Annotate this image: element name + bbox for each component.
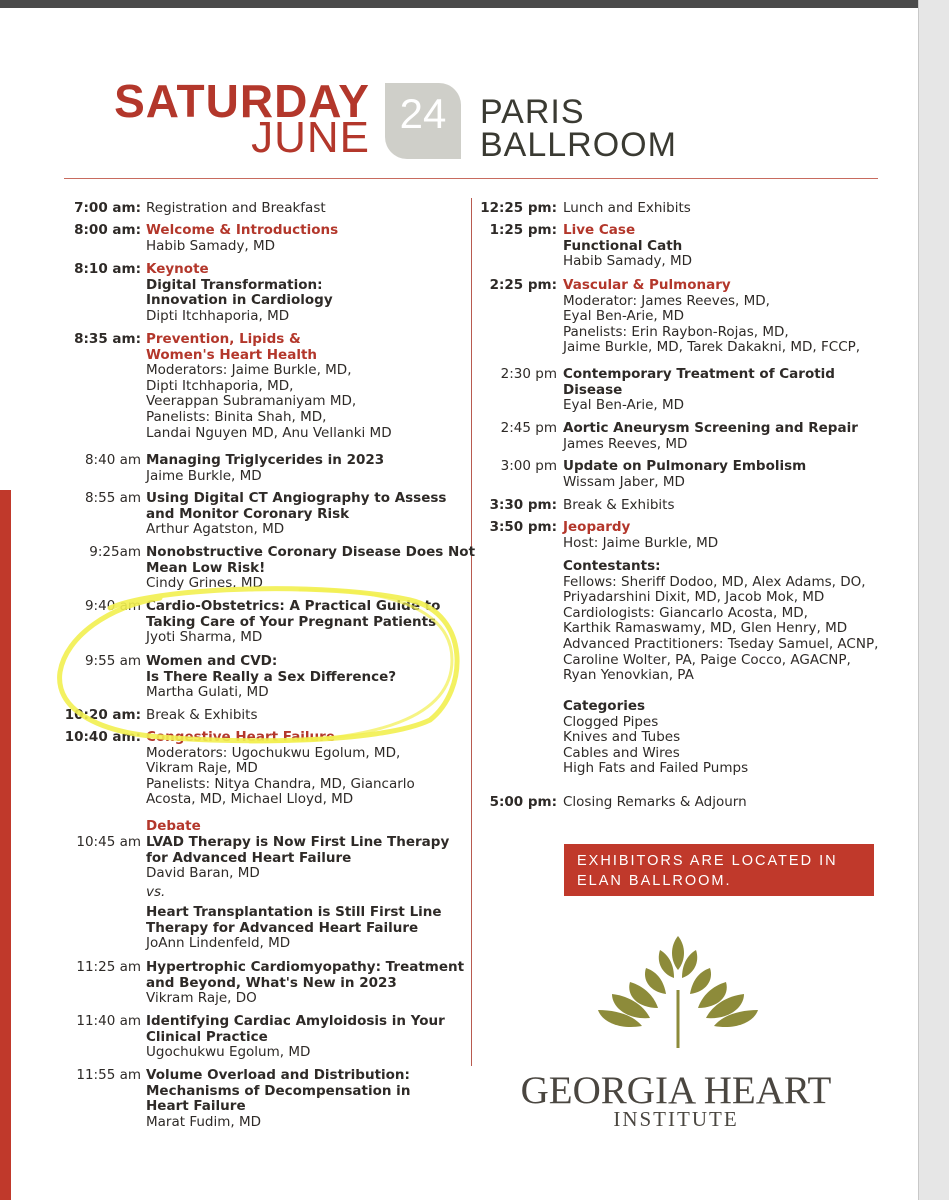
session-speakers: Acosta, MD, Michael Lloyd, MD [146, 791, 354, 808]
session-speakers: Arthur Agatston, MD [146, 521, 285, 538]
session-details [146, 262, 333, 324]
session-speakers: Habib Samady, MD [146, 237, 276, 254]
session-speakers: High Fats and Failed Pumps [563, 760, 749, 777]
session-speakers: Ugochukwu Egolum, MD [146, 1044, 311, 1061]
session-speakers: Caroline Wolter, PA, Paige Cocco, AGACNP, [563, 651, 851, 668]
session-title: Hypertrophic Cardiomyopathy: Treatment [146, 959, 465, 975]
session-details [146, 730, 415, 808]
session-title: Contestants: [563, 558, 661, 574]
session-time: 10:20 am: [64, 707, 141, 723]
session-title: Disease [563, 381, 623, 398]
session-time: 2:25 pm: [489, 277, 557, 293]
session-time: 10:40 am: [64, 729, 141, 745]
session-details [563, 520, 718, 551]
session-title: Mechanisms of Decompensation in [146, 1082, 411, 1099]
session-time: 8:40 am [84, 452, 141, 468]
session-speakers: Jaime Burkle, MD [146, 467, 262, 484]
header-day: SATURDAY [114, 75, 370, 127]
session-title: Cardio-Obstetrics: A Practical Guide to [146, 598, 441, 614]
session-details [563, 699, 748, 777]
session-time: 11:55 am [76, 1067, 141, 1083]
session-details [146, 1014, 445, 1061]
venue-line-2: BALLROOM [480, 126, 677, 164]
session-speakers: Advanced Practitioners: Tseday Samuel, ACNP, [563, 635, 879, 652]
exhibitors-line-2: ELAN BALLROOM. [577, 873, 732, 889]
session-time: 1:25 pm: [489, 222, 557, 238]
session-details [146, 708, 258, 724]
session-heading: Vascular & Pulmonary [563, 277, 731, 293]
session-speakers: Eyal Ben-Arie, MD [563, 397, 684, 414]
session-speakers: Host: Jaime Burkle, MD [563, 534, 719, 551]
session-title: Clinical Practice [146, 1028, 268, 1045]
exhibitors-line-1: EXHIBITORS ARE LOCATED IN [577, 853, 838, 869]
session-speakers: Veerappan Subramaniyam MD, [146, 393, 357, 410]
session-details [563, 421, 858, 452]
session-details [146, 654, 396, 701]
session-title: Therapy for Advanced Heart Failure [146, 919, 419, 936]
session-speakers: JoAnn Lindenfeld, MD [146, 935, 291, 952]
session-details [563, 278, 860, 356]
session-speakers: Martha Gulati, MD [146, 684, 269, 701]
session-title: Taking Care of Your Pregnant Patients [146, 613, 437, 630]
header-divider [64, 178, 878, 179]
session-time: 8:00 am: [74, 222, 141, 238]
session-time: 5:00 pm: [489, 794, 557, 810]
session-speakers: David Baran, MD [146, 865, 260, 882]
session-time: 2:30 pm [500, 366, 557, 382]
session-title: Update on Pulmonary Embolism [563, 458, 807, 474]
column-divider [471, 198, 472, 1066]
session-speakers: Registration and Breakfast [146, 200, 326, 216]
session-details [146, 960, 464, 1007]
session-heading: Live Case [563, 222, 636, 238]
session-heading: Debate [146, 818, 201, 834]
leaf-logo-icon [598, 930, 758, 1052]
session-speakers: Jaime Burkle, MD, Tarek Dakakni, MD, FCCP, [563, 339, 861, 356]
session-title: Identifying Cardiac Amyloidosis in Your [146, 1013, 445, 1029]
session-details [563, 459, 806, 490]
session-details [146, 835, 449, 882]
session-details [146, 905, 442, 952]
session-time: 11:40 am [76, 1013, 141, 1029]
debate-versus: vs. [146, 884, 166, 900]
session-title: Is There Really a Sex Difference? [146, 668, 397, 685]
exhibitors-notice [564, 844, 874, 896]
session-title: Aortic Aneurysm Screening and Repair [563, 420, 858, 436]
session-title: Managing Triglycerides in 2023 [146, 452, 385, 468]
session-speakers: Knives and Tubes [563, 729, 681, 746]
session-speakers: Cardiologists: Giancarlo Acosta, MD, [563, 604, 808, 621]
session-title: Women and CVD: [146, 653, 278, 669]
session-speakers: Vikram Raje, DO [146, 990, 257, 1007]
session-speakers: Break & Exhibits [146, 707, 258, 723]
session-details [146, 453, 384, 484]
session-title: and Beyond, What's New in 2023 [146, 974, 397, 991]
session-title: Volume Overload and Distribution: [146, 1067, 410, 1083]
session-details [146, 885, 165, 901]
session-title: Functional Cath [563, 237, 683, 254]
session-speakers: Ryan Yenovkian, PA [563, 667, 694, 684]
session-speakers: Panelists: Erin Raybon-Rojas, MD, [563, 323, 789, 340]
session-speakers: Panelists: Binita Shah, MD, [146, 408, 327, 425]
session-details [563, 223, 692, 270]
session-details [146, 223, 338, 254]
session-title: Digital Transformation: [146, 276, 323, 293]
session-speakers: Marat Fudim, MD [146, 1113, 262, 1130]
session-details [563, 559, 878, 684]
session-speakers: Jyoti Sharma, MD [146, 629, 263, 646]
session-time: 8:55 am [84, 490, 141, 506]
header-month: JUNE [251, 113, 370, 162]
session-speakers: James Reeves, MD [563, 435, 688, 452]
session-title: Nonobstructive Coronary Disease Does Not [146, 544, 476, 560]
session-time: 7:00 am: [74, 200, 141, 216]
logo-wordmark: GEORGIA HEART [520, 1069, 832, 1112]
session-speakers: Lunch and Exhibits [563, 200, 691, 216]
session-heading: Jeopardy [563, 519, 631, 535]
session-speakers: Habib Samady, MD [563, 253, 693, 270]
header-date: 24 [399, 90, 447, 137]
session-speakers: Wissam Jaber, MD [563, 473, 685, 490]
session-details [146, 599, 440, 646]
session-speakers: Moderators: Jaime Burkle, MD, [146, 362, 352, 379]
session-speakers: Clogged Pipes [563, 713, 659, 730]
session-title: and Monitor Coronary Risk [146, 505, 350, 522]
session-speakers: Dipti Itchhaporia, MD, [146, 377, 294, 394]
session-title: Innovation in Cardiology [146, 292, 333, 309]
session-time: 9:25am [89, 544, 141, 560]
session-time: 3:30 pm: [489, 497, 557, 513]
session-details [146, 201, 326, 217]
logo-subtitle: INSTITUTE [613, 1107, 739, 1131]
session-details [146, 545, 475, 592]
session-title: Using Digital CT Angiography to Assess [146, 490, 447, 506]
session-heading: Congestive Heart Failure [146, 729, 335, 745]
venue-line-1: PARIS [480, 93, 585, 131]
session-time: 10:45 am [76, 834, 141, 850]
session-time: 8:10 am: [74, 261, 141, 277]
session-speakers: Closing Remarks & Adjourn [563, 794, 747, 810]
session-details [563, 367, 835, 414]
session-details [563, 795, 747, 811]
session-title: Heart Failure [146, 1098, 246, 1115]
session-speakers: Moderator: James Reeves, MD, [563, 292, 770, 309]
session-title: LVAD Therapy is Now First Line Therapy [146, 834, 450, 850]
session-heading: Welcome & Introductions [146, 222, 339, 238]
session-speakers: Dipti Itchhaporia, MD [146, 307, 290, 324]
session-details [146, 1068, 410, 1130]
session-time: 2:45 pm [500, 420, 557, 436]
session-speakers: Moderators: Ugochukwu Egolum, MD, [146, 744, 401, 761]
session-time: 12:25 pm: [480, 200, 557, 216]
session-time: 8:35 am: [74, 331, 141, 347]
session-details [146, 491, 446, 538]
session-details [563, 201, 691, 217]
window-right-margin [918, 0, 949, 1200]
session-speakers: Vikram Raje, MD [146, 760, 258, 777]
session-speakers: Break & Exhibits [563, 497, 675, 513]
header-venue [480, 93, 677, 164]
session-speakers: Fellows: Sheriff Dodoo, MD, Alex Adams, DO, [563, 573, 866, 590]
session-title: Mean Low Risk! [146, 559, 266, 576]
session-speakers: Eyal Ben-Arie, MD [563, 308, 684, 325]
red-side-bar [0, 490, 11, 1200]
session-details [146, 819, 201, 835]
session-details [563, 498, 675, 514]
session-time: 3:50 pm: [489, 519, 557, 535]
session-title: Categories [563, 698, 646, 714]
session-heading: Prevention, Lipids & [146, 331, 301, 347]
session-speakers: Landai Nguyen MD, Anu Vellanki MD [146, 424, 392, 441]
session-title: Contemporary Treatment of Carotid [563, 366, 835, 382]
session-speakers: Cables and Wires [563, 744, 680, 761]
session-time: 3:00 pm [500, 458, 557, 474]
session-speakers: Panelists: Nitya Chandra, MD, Giancarlo [146, 775, 415, 792]
session-speakers: Cindy Grines, MD [146, 575, 263, 592]
session-speakers: Priyadarshini Dixit, MD, Jacob Mok, MD [563, 589, 825, 606]
session-time: 11:25 am [76, 959, 141, 975]
session-heading: Women's Heart Health [146, 346, 318, 363]
session-time: 9:40 am [84, 598, 141, 614]
session-details [146, 332, 392, 441]
session-heading: Keynote [146, 261, 209, 277]
page-edge [918, 0, 919, 1200]
session-speakers: Karthik Ramaswamy, MD, Glen Henry, MD [563, 620, 848, 637]
window-top-border [0, 0, 949, 8]
session-title: Heart Transplantation is Still First Line [146, 904, 442, 920]
session-title: for Advanced Heart Failure [146, 849, 352, 866]
session-time: 9:55 am [84, 653, 141, 669]
